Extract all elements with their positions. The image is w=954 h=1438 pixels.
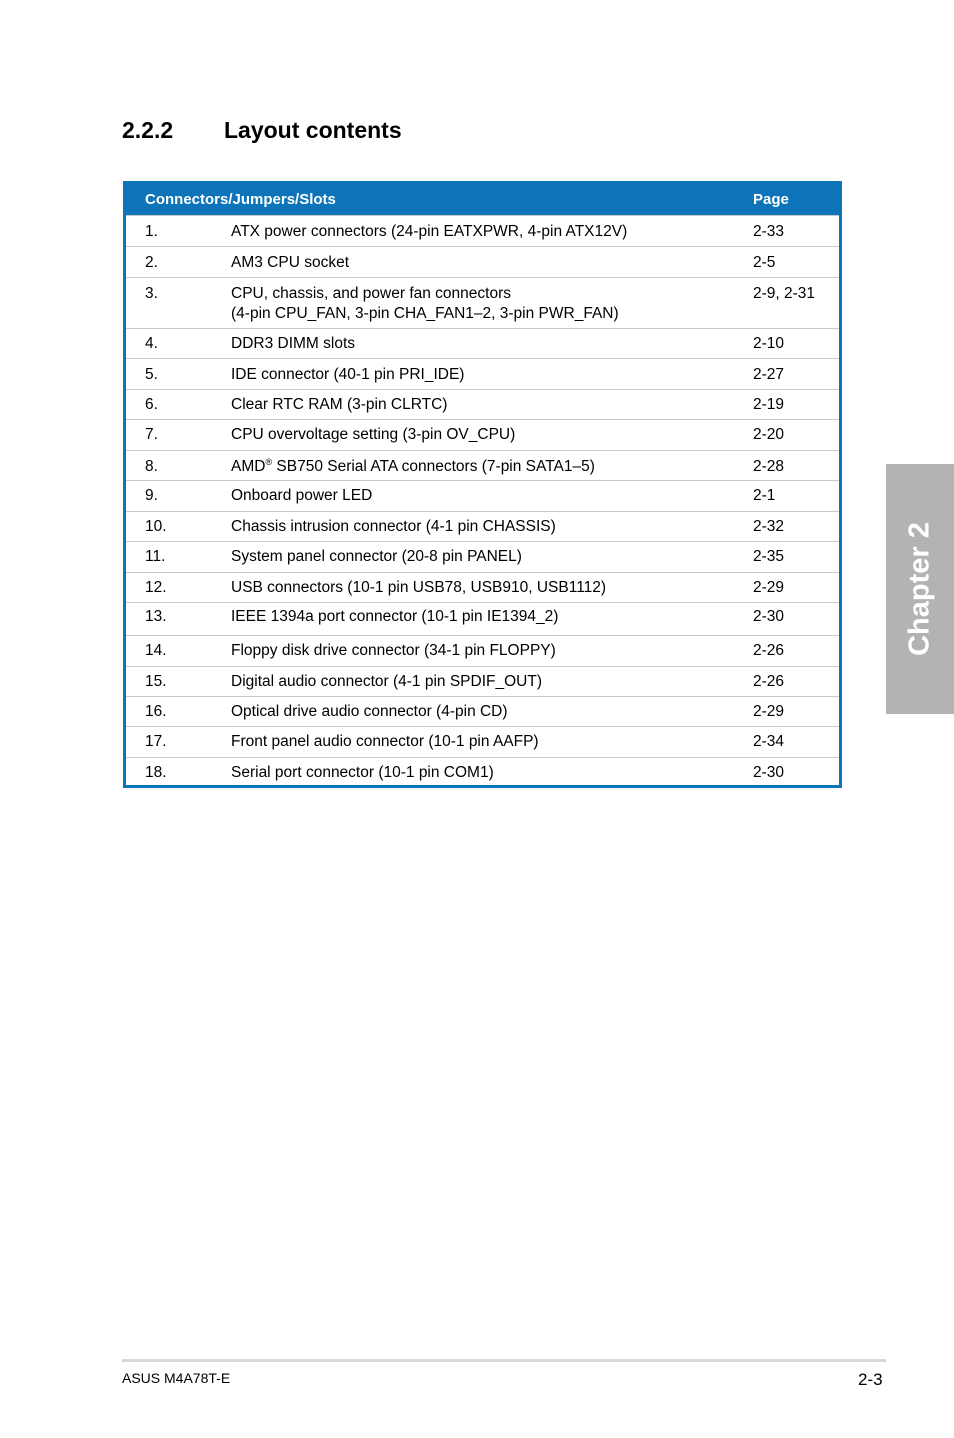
- row-description-rest: SB750 Serial ATA connectors (7-pin SATA1–5): [272, 458, 595, 475]
- table-row: [126, 666, 839, 696]
- row-number: 12.: [145, 579, 167, 596]
- header-item: Connectors/Jumpers/Slots: [145, 191, 336, 208]
- row-page: 2-9, 2-31: [753, 285, 816, 302]
- table-row: [126, 328, 839, 358]
- footer-page-number: 2-3: [858, 1370, 883, 1389]
- row-description-brand: AMD: [231, 458, 266, 475]
- chapter-tab: [886, 464, 954, 714]
- row-page: 2-5: [753, 254, 776, 271]
- table-row: [126, 541, 839, 572]
- row-description: IDE connector (40-1 pin PRI_IDE): [231, 366, 465, 383]
- row-number: 11.: [145, 548, 166, 565]
- table-row: [126, 450, 839, 480]
- row-number: 18.: [145, 764, 167, 781]
- footer-product: ASUS M4A78T-E: [122, 1370, 231, 1386]
- table-row: [126, 215, 839, 246]
- section-number: 2.2.2: [122, 117, 174, 143]
- row-description: DDR3 DIMM slots: [231, 335, 356, 352]
- row-page: 2-26: [753, 642, 785, 659]
- row-page: 2-30: [753, 608, 785, 625]
- row-number: 2.: [145, 254, 158, 271]
- row-page: 2-29: [753, 703, 785, 720]
- row-page: 2-26: [753, 673, 785, 690]
- row-description: ATX power connectors (24-pin EATXPWR, 4-pin ATX12V): [231, 223, 628, 240]
- row-description: Chassis intrusion connector (4-1 pin CHASSIS): [231, 518, 556, 535]
- row-description: Clear RTC RAM (3-pin CLRTC): [231, 396, 448, 413]
- row-description: Digital audio connector (4-1 pin SPDIF_OUT): [231, 673, 542, 690]
- row-number: 17.: [145, 733, 167, 750]
- row-description-line1: CPU, chassis, and power fan connectors: [231, 285, 511, 302]
- row-number: 15.: [145, 673, 167, 690]
- row-description: Onboard power LED: [231, 487, 373, 504]
- layout-contents-table: [123, 181, 842, 788]
- table-row: [126, 572, 839, 602]
- table-row: [126, 277, 839, 328]
- table-header: [126, 184, 839, 215]
- row-number: 13.: [145, 608, 167, 625]
- row-page: 2-28: [753, 458, 785, 475]
- row-page: 2-30: [753, 764, 785, 781]
- table-row: [126, 511, 839, 541]
- table-row: [126, 389, 839, 419]
- row-page: 2-35: [753, 548, 785, 565]
- table-row: [126, 757, 839, 785]
- row-page: 2-27: [753, 366, 785, 383]
- table-row: [126, 602, 839, 635]
- row-description: Optical drive audio connector (4-pin CD): [231, 703, 508, 720]
- row-number: 5.: [145, 366, 158, 383]
- table-row: [126, 696, 839, 726]
- row-number: 6.: [145, 396, 158, 413]
- row-description: IEEE 1394a port connector (10-1 pin IE1394_2): [231, 608, 559, 625]
- row-page: 2-32: [753, 518, 785, 535]
- row-number: 7.: [145, 426, 158, 443]
- row-description: Floppy disk drive connector (34-1 pin FLOPPY): [231, 642, 556, 659]
- row-page: 2-1: [753, 487, 776, 504]
- table-row: [126, 419, 839, 450]
- row-description: Serial port connector (10-1 pin COM1): [231, 764, 494, 781]
- row-page: 2-29: [753, 579, 785, 596]
- row-description: [231, 284, 741, 324]
- row-description: Front panel audio connector (10-1 pin AAFP): [231, 733, 539, 750]
- table-row: [126, 726, 839, 757]
- row-page: 2-19: [753, 396, 785, 413]
- row-description-line2: (4-pin CPU_FAN, 3-pin CHA_FAN1–2, 3-pin PWR_FAN): [231, 305, 619, 322]
- chapter-tab-label: Chapter 2: [903, 522, 936, 656]
- registered-mark: ®: [265, 456, 273, 467]
- row-description: AM3 CPU socket: [231, 254, 350, 271]
- row-number: 9.: [145, 487, 158, 504]
- header-page: Page: [753, 191, 789, 208]
- row-page: 2-33: [753, 223, 785, 240]
- row-number: 8.: [145, 458, 158, 475]
- row-description: [231, 457, 741, 477]
- table-row: [126, 246, 839, 277]
- table-row: [126, 480, 839, 511]
- row-page: 2-20: [753, 426, 785, 443]
- row-number: 14.: [145, 642, 167, 659]
- row-page: 2-10: [753, 335, 785, 352]
- row-number: 1.: [145, 223, 158, 240]
- row-description: USB connectors (10-1 pin USB78, USB910, USB1112): [231, 579, 607, 596]
- row-description: CPU overvoltage setting (3-pin OV_CPU): [231, 426, 516, 443]
- row-number: 3.: [145, 285, 158, 302]
- table-row: [126, 635, 839, 666]
- row-number: 4.: [145, 335, 158, 352]
- row-page: 2-34: [753, 733, 785, 750]
- table-row: [126, 358, 839, 389]
- section-heading: [122, 117, 402, 144]
- footer-divider: [122, 1359, 886, 1362]
- row-number: 16.: [145, 703, 167, 720]
- row-number: 10.: [145, 518, 167, 535]
- row-description: System panel connector (20-8 pin PANEL): [231, 548, 522, 565]
- section-title: Layout contents: [224, 117, 402, 143]
